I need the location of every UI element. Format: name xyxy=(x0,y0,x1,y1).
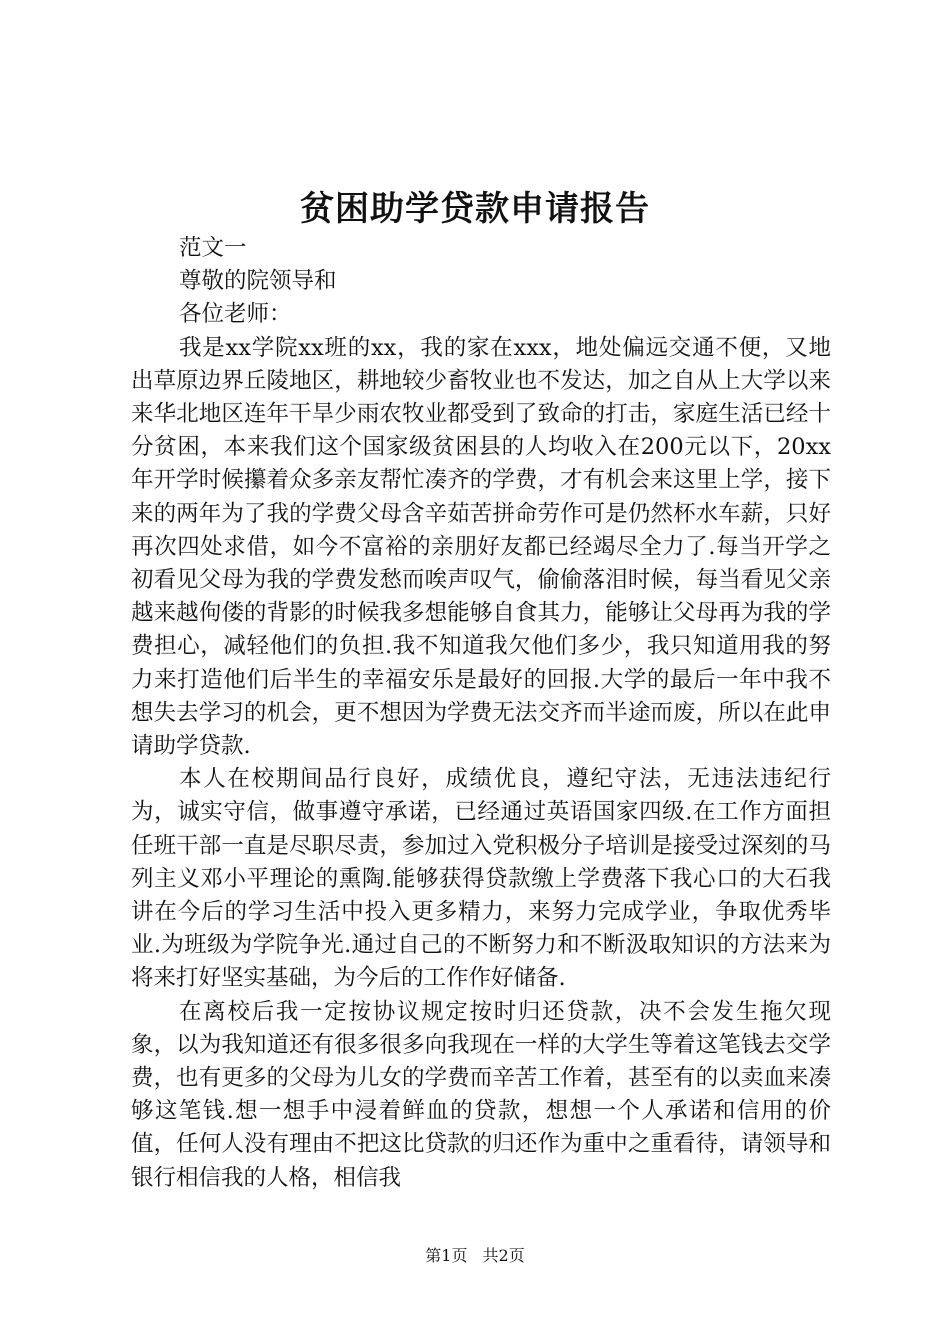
paragraph-2: 本人在校期间品行良好，成绩优良，遵纪守法，无违法违纪行为，诚实守信，做事遵守承诺，已经通过英语国家四级.在工作方面担任班干部一直是尽职尽责，参加过入党积极分子培训是接受过深刻的马列主义邓小平理论的熏陶.能够获得贷款缴上学费落下我心口的大石我讲在今后的学习生活中投入更多精力，来努力完成学业，争取优秀毕业.为班级为学院争光.通过自己的不断努力和不断汲取知识的方法来为将来打好坚实基础，为今后的工作作好储备. xyxy=(131,766,831,992)
page-number: 第1页 xyxy=(425,1246,468,1265)
paragraph-1: 我是xx学院xx班的xx，我的家在xxx，地处偏远交通不便，又地出草原边界丘陵地区，耕地较少畜牧业也不发达，加之自从上大学以来来华北地区连年干旱少雨农牧业都受到了致命的打击，家庭生活已经十分贫困，本来我们这个国家级贫困县的人均收入在200元以下，20xx年开学时候攥着众多亲友帮忙凑齐的学费，才有机会来这里上学，接下来的两年为了我的学费父母含辛茹苦拼命劳作可是仍然杯水车薪，只好再次四处求借，如今不富裕的亲朋好友都已经竭尽全力了.每当开学之初看见父母为我的学费发愁而唉声叹气，偷偷落泪时候，每当看见父亲越来越佝偻的背影的时候我多想能够自食其力，能够让父母再为我的学费担心，减轻他们的负担.我不知道我欠他们多少，我只知道用我的努力来打造他们后半生的幸福安乐是最好的回报.大学的最后一年中我不想失去学习的机会，更不想因为学费无法交齐而半途而废，所以在此申请助学贷款. xyxy=(131,334,831,760)
document-body xyxy=(131,232,831,1195)
document-title: 贫困助学贷款申请报告 xyxy=(300,189,650,229)
sample-label: 范文一 xyxy=(179,235,247,261)
paragraph-3: 在离校后我一定按协议规定按时归还贷款，决不会发生拖欠现象，以为我知道还有很多很多向我现在一样的大学生等着这笔钱去交学费，也有更多的父母为儿女的学费而辛苦工作着，甚至有的以卖血来凑够这笔钱.想一想手中浸着鲜血的贷款，想想一个人承诺和信用的价值，任何人没有理由不把这比贷款的归还作为重中之重看待，请领导和银行相信我的人格，相信我 xyxy=(131,998,831,1191)
page-footer xyxy=(0,1245,950,1267)
salutation-line-2: 各位老师： xyxy=(179,301,292,328)
page-total: 共2页 xyxy=(482,1246,525,1265)
salutation-line-1: 尊敬的院领导和 xyxy=(179,268,337,295)
